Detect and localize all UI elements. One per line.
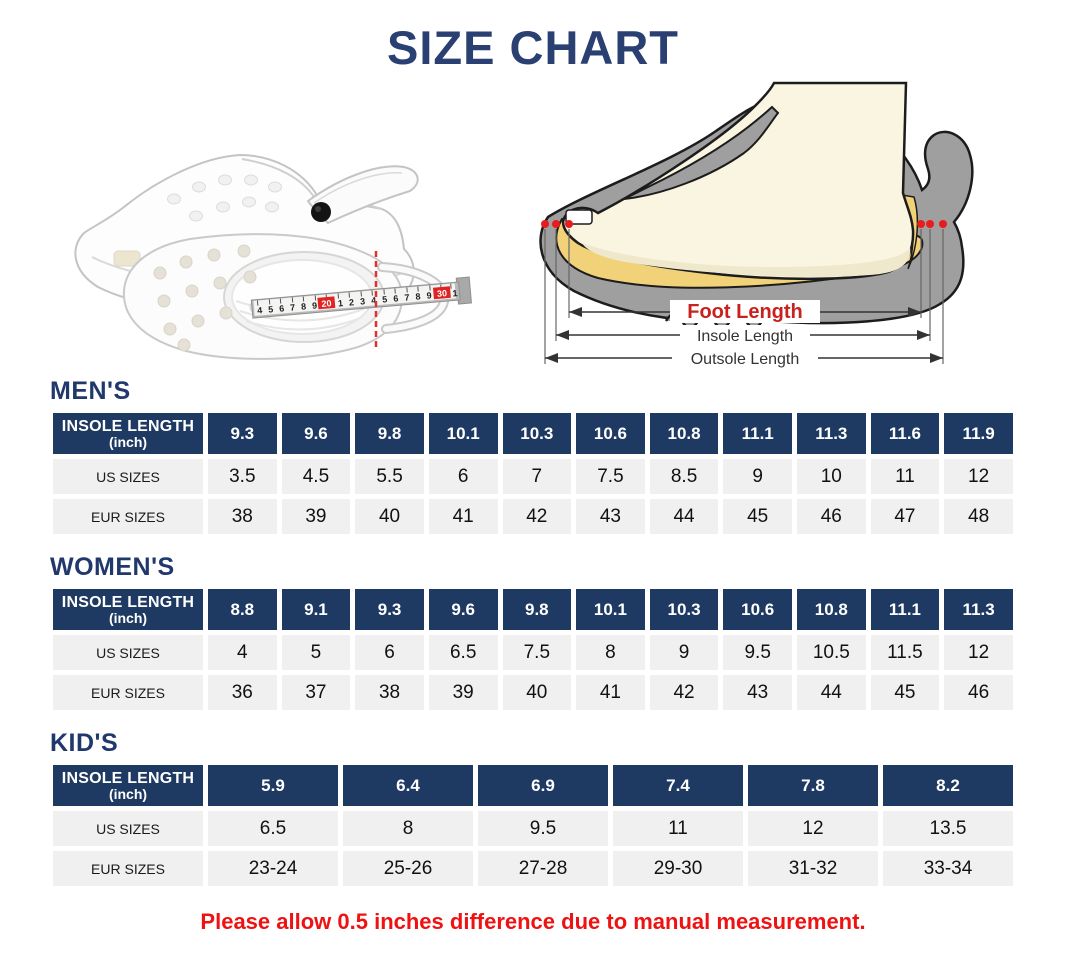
page-title: SIZE CHART bbox=[387, 21, 679, 74]
insole-length-cell: 9.8 bbox=[503, 589, 572, 630]
insole-length-cell: 11.1 bbox=[871, 589, 940, 630]
size-value-cell: 12 bbox=[944, 635, 1013, 670]
section-kids bbox=[48, 729, 1018, 891]
row-label: EUR SIZES bbox=[53, 675, 203, 710]
tape-mark-30: 30 bbox=[436, 288, 448, 299]
row-label: EUR SIZES bbox=[53, 499, 203, 534]
size-value-cell: 9.5 bbox=[478, 811, 608, 846]
measurement-disclaimer: Please allow 0.5 inches difference due to manual measurement. bbox=[200, 909, 866, 934]
size-value-cell: 4.5 bbox=[282, 459, 351, 494]
insole-length-cell: 9.3 bbox=[355, 589, 424, 630]
tape-mark-20: 20 bbox=[321, 298, 332, 309]
row-label: US SIZES bbox=[53, 635, 203, 670]
size-value-cell: 43 bbox=[576, 499, 645, 534]
insole-length-cell: 9.3 bbox=[208, 413, 277, 454]
size-value-cell: 7 bbox=[503, 459, 572, 494]
size-value-cell: 9 bbox=[650, 635, 719, 670]
insole-length-header: INSOLE LENGTH (inch) bbox=[53, 413, 203, 454]
outsole-length-label: Outsole Length bbox=[690, 351, 800, 368]
insole-length-cell: 6.9 bbox=[478, 765, 608, 806]
insole-length-cell: 9.6 bbox=[429, 589, 498, 630]
size-value-cell: 5 bbox=[282, 635, 351, 670]
foot-measurement-diagram bbox=[520, 75, 1066, 375]
insole-length-cell: 7.8 bbox=[748, 765, 878, 806]
insole-length-header: INSOLE LENGTH (inch) bbox=[53, 765, 203, 806]
insole-length-cell: 6.4 bbox=[343, 765, 473, 806]
insole-length-cell: 9.8 bbox=[355, 413, 424, 454]
insole-length-cell: 11.3 bbox=[944, 589, 1013, 630]
insole-length-cell: 9.1 bbox=[282, 589, 351, 630]
size-value-cell: 40 bbox=[503, 675, 572, 710]
size-value-cell: 11.5 bbox=[871, 635, 940, 670]
insole-length-cell: 10.3 bbox=[503, 413, 572, 454]
size-value-cell: 7.5 bbox=[576, 459, 645, 494]
insole-length-cell: 10.1 bbox=[576, 589, 645, 630]
section-mens bbox=[48, 377, 1018, 539]
insole-length-cell: 11.9 bbox=[944, 413, 1013, 454]
kids-size-table bbox=[48, 760, 1018, 891]
size-value-cell: 12 bbox=[748, 811, 878, 846]
size-value-cell: 10.5 bbox=[797, 635, 866, 670]
insole-length-cell: 10.6 bbox=[576, 413, 645, 454]
size-value-cell: 25-26 bbox=[343, 851, 473, 886]
row-label: US SIZES bbox=[53, 459, 203, 494]
size-value-cell: 12 bbox=[944, 459, 1013, 494]
size-value-cell: 6.5 bbox=[208, 811, 338, 846]
insole-length-cell: 10.6 bbox=[723, 589, 792, 630]
size-value-cell: 31-32 bbox=[748, 851, 878, 886]
tape-numbers: 1 bbox=[452, 288, 458, 299]
size-value-cell: 10 bbox=[797, 459, 866, 494]
size-value-cell: 39 bbox=[429, 675, 498, 710]
insole-length-cell: 10.3 bbox=[650, 589, 719, 630]
row-label: US SIZES bbox=[53, 811, 203, 846]
size-value-cell: 44 bbox=[650, 499, 719, 534]
size-value-cell: 33-34 bbox=[883, 851, 1013, 886]
size-value-cell: 42 bbox=[650, 675, 719, 710]
section-title-kids: KID'S bbox=[50, 729, 119, 757]
size-value-cell: 8 bbox=[343, 811, 473, 846]
size-value-cell: 9 bbox=[723, 459, 792, 494]
size-value-cell: 38 bbox=[208, 499, 277, 534]
size-value-cell: 13.5 bbox=[883, 811, 1013, 846]
size-value-cell: 4 bbox=[208, 635, 277, 670]
size-value-cell: 6 bbox=[355, 635, 424, 670]
insole-length-label: Insole Length bbox=[696, 328, 794, 345]
mens-size-table bbox=[48, 408, 1018, 539]
size-value-cell: 29-30 bbox=[613, 851, 743, 886]
tape-numbers: 4 5 6 7 8 9 bbox=[256, 300, 318, 316]
size-value-cell: 41 bbox=[576, 675, 645, 710]
row-label: EUR SIZES bbox=[53, 851, 203, 886]
size-value-cell: 39 bbox=[282, 499, 351, 534]
size-value-cell: 41 bbox=[429, 499, 498, 534]
size-value-cell: 45 bbox=[723, 499, 792, 534]
size-value-cell: 47 bbox=[871, 499, 940, 534]
size-value-cell: 38 bbox=[355, 675, 424, 710]
size-value-cell: 43 bbox=[723, 675, 792, 710]
size-value-cell: 37 bbox=[282, 675, 351, 710]
size-value-cell: 46 bbox=[797, 499, 866, 534]
clog-shoes-illustration bbox=[56, 81, 480, 363]
size-value-cell: 48 bbox=[944, 499, 1013, 534]
strap-rivet-button bbox=[311, 202, 331, 222]
foot-length-label: Foot Length bbox=[687, 301, 803, 323]
size-value-cell: 3.5 bbox=[208, 459, 277, 494]
insole-length-cell: 7.4 bbox=[613, 765, 743, 806]
size-value-cell: 23-24 bbox=[208, 851, 338, 886]
insole-length-cell: 10.8 bbox=[650, 413, 719, 454]
insole-length-cell: 11.3 bbox=[797, 413, 866, 454]
size-value-cell: 9.5 bbox=[723, 635, 792, 670]
size-value-cell: 8.5 bbox=[650, 459, 719, 494]
insole-length-cell: 9.6 bbox=[282, 413, 351, 454]
size-value-cell: 46 bbox=[944, 675, 1013, 710]
insole-length-cell: 8.8 bbox=[208, 589, 277, 630]
size-value-cell: 27-28 bbox=[478, 851, 608, 886]
insole-length-cell: 11.6 bbox=[871, 413, 940, 454]
size-value-cell: 42 bbox=[503, 499, 572, 534]
insole-length-header: INSOLE LENGTH (inch) bbox=[53, 589, 203, 630]
size-value-cell: 44 bbox=[797, 675, 866, 710]
size-value-cell: 8 bbox=[576, 635, 645, 670]
hero-illustrations bbox=[0, 81, 1066, 368]
tape-numbers: 1 2 3 4 5 6 7 8 9 bbox=[337, 290, 433, 309]
top-view-clog bbox=[124, 234, 472, 359]
insole-length-cell: 5.9 bbox=[208, 765, 338, 806]
section-title-mens: MEN'S bbox=[50, 377, 131, 405]
insole-length-cell: 11.1 bbox=[723, 413, 792, 454]
foot-and-leg bbox=[563, 83, 913, 279]
section-womens bbox=[48, 553, 1018, 715]
insole-length-cell: 10.1 bbox=[429, 413, 498, 454]
size-value-cell: 6 bbox=[429, 459, 498, 494]
size-value-cell: 40 bbox=[355, 499, 424, 534]
size-value-cell: 11 bbox=[613, 811, 743, 846]
size-value-cell: 11 bbox=[871, 459, 940, 494]
size-value-cell: 7.5 bbox=[503, 635, 572, 670]
size-value-cell: 36 bbox=[208, 675, 277, 710]
insole-length-cell: 10.8 bbox=[797, 589, 866, 630]
size-value-cell: 45 bbox=[871, 675, 940, 710]
insole-length-cell: 8.2 bbox=[883, 765, 1013, 806]
size-value-cell: 5.5 bbox=[355, 459, 424, 494]
womens-size-table bbox=[48, 584, 1018, 715]
size-value-cell: 6.5 bbox=[429, 635, 498, 670]
section-title-womens: WOMEN'S bbox=[50, 553, 175, 581]
